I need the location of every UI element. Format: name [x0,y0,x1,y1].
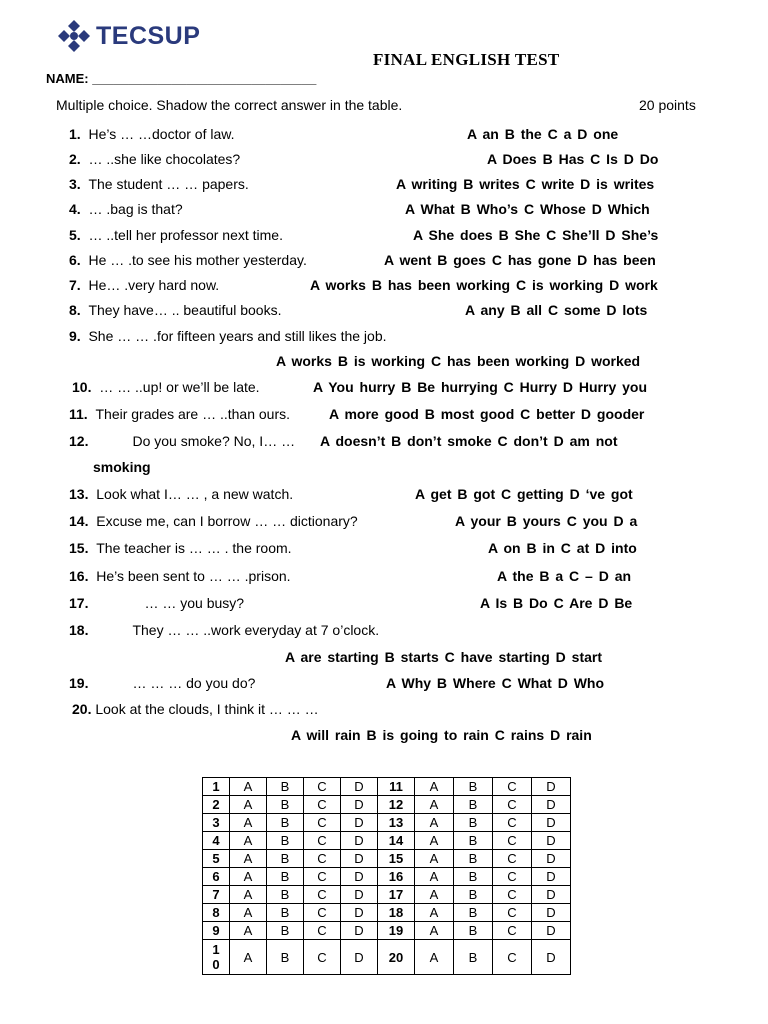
question-1: 1. He’s … …doctor of law. [69,126,235,142]
answer-choice-cell[interactable]: D [341,886,378,904]
question-3-options: A writing B writes C write D is writes [396,176,655,192]
answer-choice-cell[interactable]: B [454,850,493,868]
answer-choice-cell[interactable]: B [267,796,304,814]
answer-choice-cell[interactable]: A [415,778,454,796]
answer-choice-cell[interactable]: D [532,814,571,832]
question-12: 12. Do you smoke? No, I… … [69,433,296,449]
question-number-cell: 12 [378,796,415,814]
question-12-options: A doesn’t B don’t smoke C don’t D am not [320,433,618,449]
tecsup-logo-icon [56,18,92,54]
answer-choice-cell[interactable]: C [493,904,532,922]
answer-table-row [203,796,571,814]
question-7: 7. He… .very hard now. [69,277,220,293]
answer-choice-cell[interactable]: D [532,850,571,868]
answer-table-row [203,940,571,975]
answer-choice-cell[interactable]: A [230,832,267,850]
answer-choice-cell[interactable]: C [493,832,532,850]
answer-choice-cell[interactable]: A [230,904,267,922]
question-18-options: A are starting B starts C have starting D start [285,649,603,665]
question-number-cell: 6 [203,868,230,886]
answer-choice-cell[interactable]: D [532,868,571,886]
question-8-options: A any B all C some D lots [465,302,648,318]
answer-choice-cell[interactable]: B [267,814,304,832]
answer-choice-cell[interactable]: A [230,814,267,832]
question-16-options: A the B a C – D an [497,568,632,584]
answer-table-row [203,814,571,832]
answer-choice-cell[interactable]: B [454,832,493,850]
answer-choice-cell[interactable]: B [454,814,493,832]
answer-choice-cell[interactable]: D [532,832,571,850]
answer-table-row [203,832,571,850]
answer-choice-cell[interactable]: A [230,850,267,868]
question-number-cell: 8 [203,904,230,922]
question-13-options: A get B got C getting D ‘ve got [415,486,633,502]
question-19: 19. … … … do you do? [69,675,256,691]
name-field-label: NAME: _______________________________ [46,71,317,86]
answer-choice-cell[interactable]: D [532,796,571,814]
answer-choice-cell[interactable]: A [415,940,454,975]
question-6-options: A went B goes C has gone D has been [384,252,656,268]
question-20-options: A will rain B is going to rain C rains D rain [291,727,592,743]
question-11: 11. Their grades are … ..than ours. [69,406,291,422]
question-2: 2. … ..she like chocolates? [69,151,241,167]
question-number-cell: 16 [378,868,415,886]
question-6: 6. He … .to see his mother yesterday. [69,252,307,268]
answer-choice-cell[interactable]: C [304,778,341,796]
answer-choice-cell[interactable]: A [415,814,454,832]
answer-choice-cell[interactable]: C [493,886,532,904]
answer-choice-cell[interactable]: D [532,778,571,796]
question-8: 8. They have… .. beautiful books. [69,302,282,318]
answer-choice-cell[interactable]: B [267,850,304,868]
question-number-cell: 20 [378,940,415,975]
question-number-cell: 2 [203,796,230,814]
answer-choice-cell[interactable]: C [304,940,341,975]
answer-choice-cell[interactable]: C [304,904,341,922]
question-number-cell: 1 0 [203,940,230,975]
question-number-cell: 19 [378,922,415,940]
answer-choice-cell[interactable]: B [454,904,493,922]
answer-table [202,777,571,975]
answer-choice-cell[interactable]: B [454,868,493,886]
answer-choice-cell[interactable]: C [304,796,341,814]
question-4: 4. … .bag is that? [69,201,183,217]
answer-choice-cell[interactable]: B [267,778,304,796]
question-18: 18. They … … ..work everyday at 7 o’clock. [69,622,380,638]
answer-choice-cell[interactable]: C [304,832,341,850]
answer-choice-cell[interactable]: A [230,922,267,940]
question-number-cell: 1 [203,778,230,796]
question-2-options: A Does B Has C Is D Do [487,151,659,167]
answer-choice-cell[interactable]: C [304,886,341,904]
question-10: 10. … … ..up! or we’ll be late. [72,379,260,395]
answer-choice-cell[interactable]: A [230,778,267,796]
answer-table-row [203,904,571,922]
answer-choice-cell[interactable]: D [341,922,378,940]
answer-choice-cell[interactable]: D [341,904,378,922]
answer-choice-cell[interactable]: C [493,814,532,832]
answer-choice-cell[interactable]: D [341,940,378,975]
answer-choice-cell[interactable]: B [267,832,304,850]
brand-name: TECSUP [96,21,201,50]
answer-table-row [203,778,571,796]
answer-choice-cell[interactable]: B [454,886,493,904]
answer-choice-cell[interactable]: C [304,868,341,886]
answer-choice-cell[interactable]: D [341,850,378,868]
question-5-options: A She does B She C She’ll D She’s [413,227,659,243]
answer-choice-cell[interactable]: D [532,940,571,975]
answer-choice-cell[interactable]: A [230,940,267,975]
question-number-cell: 3 [203,814,230,832]
answer-choice-cell[interactable]: B [267,922,304,940]
answer-choice-cell[interactable]: A [415,796,454,814]
answer-choice-cell[interactable]: C [493,778,532,796]
answer-choice-cell[interactable]: C [493,940,532,975]
answer-table-row [203,850,571,868]
answer-choice-cell[interactable]: D [341,796,378,814]
answer-choice-cell[interactable]: B [454,796,493,814]
question-7-options: A works B has been working C is working D work [310,277,658,293]
page-title: FINAL ENGLISH TEST [373,50,560,69]
answer-choice-cell[interactable]: A [415,868,454,886]
question-5: 5. … ..tell her professor next time. [69,227,283,243]
question-13: 13. Look what I… … , a new watch. [69,486,294,502]
answer-choice-cell[interactable]: D [532,922,571,940]
answer-choice-cell[interactable]: D [341,832,378,850]
answer-choice-cell[interactable]: D [341,778,378,796]
answer-choice-cell[interactable]: C [493,868,532,886]
question-14: 14. Excuse me, can I borrow … … dictionary? [69,513,358,529]
answer-choice-cell[interactable]: B [267,868,304,886]
question-number-cell: 5 [203,850,230,868]
answer-choice-cell[interactable]: C [493,796,532,814]
question-15-options: A on B in C at D into [488,540,637,556]
question-number-cell: 4 [203,832,230,850]
answer-choice-cell[interactable]: A [230,868,267,886]
answer-choice-cell[interactable]: A [415,850,454,868]
question-17-options: A Is B Do C Are D Be [480,595,633,611]
question-9-options: A works B is working C has been working D worked [276,353,641,369]
answer-choice-cell[interactable]: B [267,940,304,975]
answer-choice-cell[interactable]: B [454,922,493,940]
brand-logo [56,18,200,54]
question-15: 15. The teacher is … … . the room. [69,540,292,556]
answer-table-row [203,886,571,904]
question-number-cell: 17 [378,886,415,904]
question-1-options: A an B the C a D one [467,126,619,142]
question-3: 3. The student … … papers. [69,176,249,192]
instructions: Multiple choice. Shadow the correct answer in the table. [56,97,403,113]
question-14-options: A your B yours C you D a [455,513,638,529]
answer-choice-cell[interactable]: C [304,922,341,940]
answer-choice-cell[interactable]: A [415,904,454,922]
answer-table-row [203,922,571,940]
answer-choice-cell[interactable]: C [304,814,341,832]
question-9: 9. She … … .for fifteen years and still likes the job. [69,328,387,344]
answer-choice-cell[interactable]: D [532,886,571,904]
answer-choice-cell[interactable]: B [454,940,493,975]
question-19-options: A Why B Where C What D Who [386,675,605,691]
question-number-cell: 7 [203,886,230,904]
answer-choice-cell[interactable]: A [230,886,267,904]
answer-choice-cell[interactable]: A [415,886,454,904]
question-20: 20. Look at the clouds, I think it … … … [72,701,319,717]
answer-choice-cell[interactable]: B [267,886,304,904]
answer-choice-cell[interactable]: C [493,922,532,940]
question-10-options: A You hurry B Be hurrying C Hurry D Hurry you [313,379,648,395]
question-number-cell: 15 [378,850,415,868]
question-16: 16. He’s been sent to … … .prison. [69,568,291,584]
points-label: 20 points [639,97,696,113]
answer-choice-cell[interactable]: D [341,814,378,832]
question-11-options: A more good B most good C better D gooder [329,406,645,422]
answer-choice-cell[interactable]: B [267,904,304,922]
answer-choice-cell[interactable]: D [532,904,571,922]
question-number-cell: 14 [378,832,415,850]
question-4-options: A What B Who’s C Whose D Which [405,201,650,217]
question-17: 17. … … you busy? [69,595,245,611]
answer-choice-cell[interactable]: C [493,850,532,868]
answer-choice-cell[interactable]: B [454,778,493,796]
question-number-cell: 13 [378,814,415,832]
question-number-cell: 11 [378,778,415,796]
question-12-options-continued: smoking [93,459,151,475]
answer-choice-cell[interactable]: A [230,796,267,814]
answer-choice-cell[interactable]: C [304,850,341,868]
answer-choice-cell[interactable]: D [341,868,378,886]
answer-choice-cell[interactable]: A [415,922,454,940]
question-number-cell: 18 [378,904,415,922]
answer-table-row [203,868,571,886]
question-number-cell: 9 [203,922,230,940]
answer-choice-cell[interactable]: A [415,832,454,850]
